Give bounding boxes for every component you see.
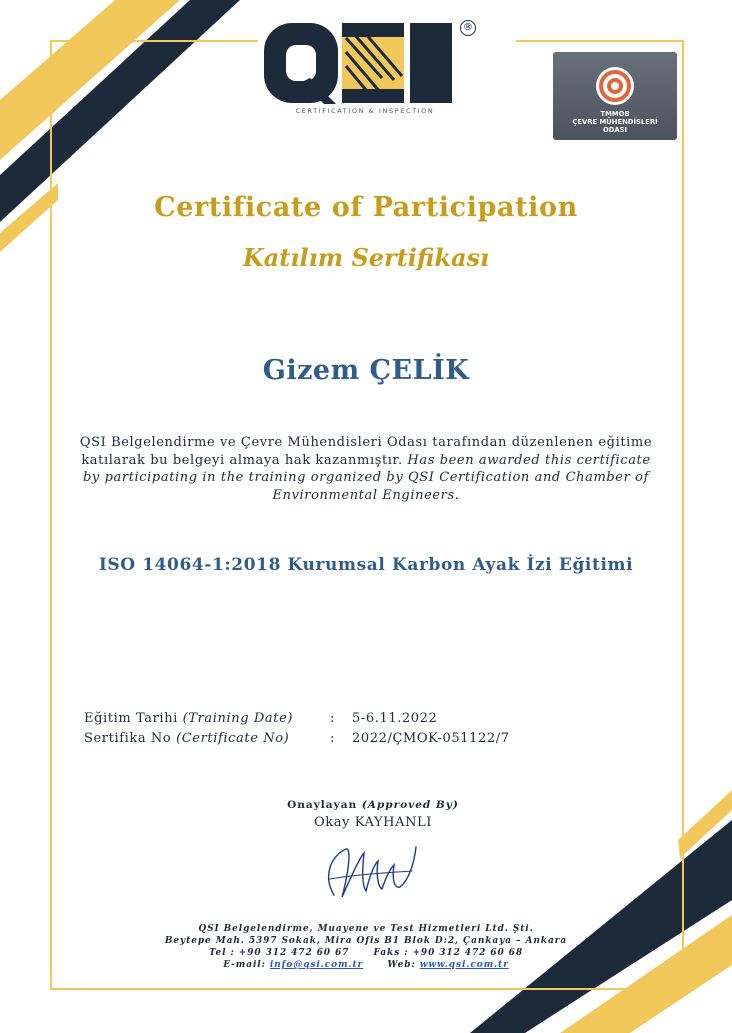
- footer-company: QSI Belgelendirme, Muayene ve Test Hizmetleri Ltd. Şti.: [198, 924, 534, 934]
- recipient-name: Gizem ÇELİK: [262, 355, 470, 386]
- logo-caption: CERTIFICATION & INSPECTION: [295, 107, 435, 115]
- signature-image: [312, 835, 432, 907]
- footer-address: Beytepe Mah. 5397 Sokak, Mira Ofis B1 Blok D:2, Çankaya – Ankara: [164, 936, 568, 946]
- training-date-label: Eğitim Tarihi: [84, 711, 178, 726]
- qsi-logo: [262, 18, 482, 118]
- certificate-number-label-en: (Certificate No): [176, 731, 290, 746]
- certificate-subtitle: Katılım Sertifikası: [242, 243, 490, 272]
- footer-phone-fax: Tel : +90 312 472 60 67 Faks : +90 312 472 60 68: [208, 948, 523, 958]
- separator: :: [330, 711, 335, 726]
- approved-by-label: Onaylayan (Approved By): [287, 799, 459, 811]
- registered-mark: ®: [460, 20, 476, 36]
- badge-line-3: ODASI: [602, 126, 628, 134]
- separator: :: [330, 731, 335, 746]
- approver-name: Okay KAYHANLI: [313, 815, 433, 830]
- badge-line-2: ÇEVRE MÜHENDİSLERİ: [572, 118, 658, 126]
- certificate-number-label: Sertifika No: [84, 731, 172, 746]
- footer-contact: E-mail: info@qsi.com.tr Web: www.qsi.com.tr: [223, 960, 509, 970]
- footer-fax: +90 312 472 60 68: [412, 948, 523, 958]
- statement-turkish: QSI Belgelendirme ve Çevre Mühendisleri Odası tarafından düzenlenen eğitime katılarak bu belgeyi almaya hak kazanmıştır.: [79, 435, 653, 468]
- footer-tel: +90 312 472 60 67: [238, 948, 350, 958]
- certificate-number-value: 2022/ÇMOK-051122/7: [352, 731, 510, 746]
- website-link[interactable]: www.qsi.com.tr: [419, 960, 509, 970]
- training-date-value: 5-6.11.2022: [352, 711, 438, 726]
- statement-english: Has been awarded this certificate by participating in the training organized by QSI Certification and Chamber of Environmental Engineers.: [83, 452, 651, 503]
- certificate-statement: [75, 434, 657, 504]
- training-date-label-en: (Training Date): [182, 711, 294, 726]
- badge-line-1: TMMOB: [600, 110, 630, 118]
- email-link[interactable]: info@qsi.com.tr: [269, 960, 364, 970]
- tmmob-badge: [553, 52, 677, 140]
- certificate-title: Certificate of Participation: [154, 192, 578, 223]
- course-title: ISO 14064-1:2018 Kurumsal Karbon Ayak İzi Eğitimi: [98, 555, 634, 575]
- tmmob-seal-icon: [595, 66, 635, 106]
